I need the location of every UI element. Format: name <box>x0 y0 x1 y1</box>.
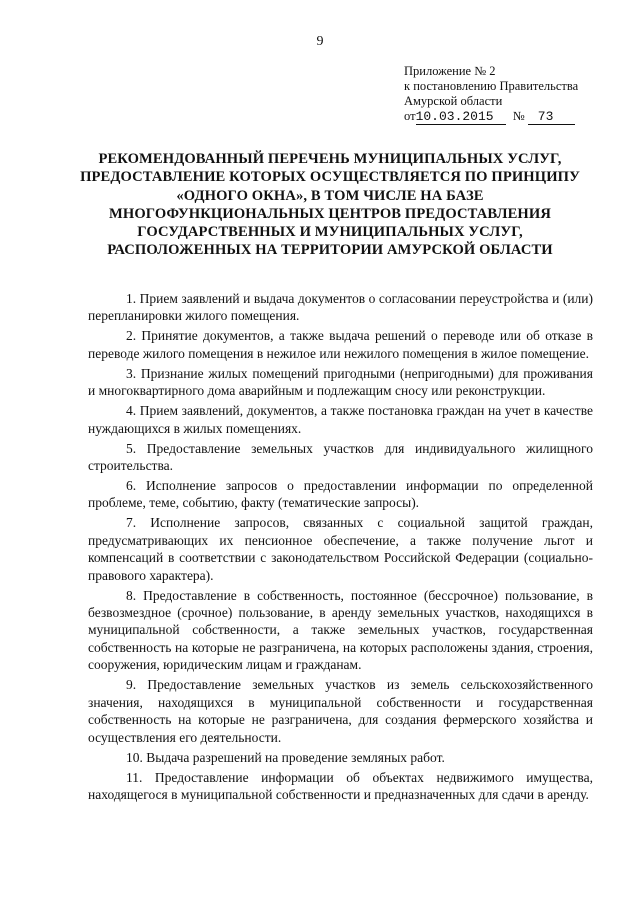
appendix-line-2: к постановлению Правительства <box>404 79 579 93</box>
document-date: 10.03.2015 <box>416 109 506 125</box>
list-item: 10. Выдача разрешений на проведение земляных работ. <box>126 749 445 765</box>
number-prefix: № <box>512 109 525 123</box>
list-item: 3. Признание жилых помещений пригодными (непригодными) для проживания и многоквартирного дома аварийным и подлежащим сносу или реконструкции. <box>88 365 593 399</box>
appendix-line-1: Приложение № 2 <box>404 64 496 78</box>
appendix-date-line <box>404 109 578 125</box>
list-item: 8. Предоставление в собственность, постоянное (бессрочное) пользование, в безвозмездное (срочное) пользование, в аренду земельных участков, находящихся в муниципальной собственности, а также земельных участков, государственная собственность на которые не разграничена, на которых расположены здания, строения, сооружения, юридическим лицам и гражданам. <box>88 587 593 673</box>
appendix-line-3: Амурской области <box>404 94 503 108</box>
list-item: 6. Исполнение запросов о предоставлении информации по определенной проблеме, теме, событию, факту (тематические запросы). <box>88 478 593 511</box>
list-item: 9. Предоставление земельных участков из земель сельскохозяйственного значения, находящихся в муниципальной собственности и государственная собственность на которые не разграничена, для создания фермерского хозяйства и осуществления его деятельности. <box>88 677 593 745</box>
document-title: РЕКОМЕНДОВАННЫЙ ПЕРЕЧЕНЬ МУНИЦИПАЛЬНЫХ УСЛУГ, ПРЕДОСТАВЛЕНИЕ КОТОРЫХ ОСУЩЕСТВЛЯЕТСЯ ПО ПРИНЦИПУ «ОДНОГО ОКНА», В ТОМ ЧИСЛЕ НА БАЗЕ МНОГОФУНКЦИОНАЛЬНЫХ ЦЕНТРОВ ПРЕДОСТАВЛЕНИЯ ГОСУДАРСТВЕННЫХ И МУНИЦИПАЛЬНЫХ УСЛУГ, РАСПОЛОЖЕННЫХ НА ТЕРРИТОРИИ АМУРСКОЙ ОБЛАСТИ <box>80 151 580 259</box>
page-number: 9 <box>316 34 324 49</box>
list-item: 11. Предоставление информации об объектах недвижимого имущества, находящегося в муниципальной собственности и предназначенных для сдачи в аренду. <box>88 769 593 802</box>
list-item: 4. Прием заявлений, документов, а также постановка граждан на учет в качестве нуждающихся в жилых помещениях. <box>88 403 593 436</box>
document-number: 73 <box>528 109 576 125</box>
services-list <box>88 290 593 806</box>
list-item: 1. Прием заявлений и выдача документов о согласовании переустройства и (или) перепланировки жилого помещения. <box>88 291 593 324</box>
list-item: 2. Принятие документов, а также выдача решений о переводе или об отказе в переводе жилого помещения в нежилое или нежилого помещения в жилое помещение. <box>88 328 593 361</box>
date-prefix: от <box>404 109 416 123</box>
list-item: 5. Предоставление земельных участков для индивидуального жилищного строительства. <box>88 440 593 474</box>
list-item: 7. Исполнение запросов, связанных с социальной защитой граждан, предусматривающих их пенсионное обеспечение, а также получение льгот и компенсаций в соответствии с законодательством Российской Федерации (социально-правового характера). <box>88 515 593 583</box>
appendix-block <box>404 64 578 125</box>
